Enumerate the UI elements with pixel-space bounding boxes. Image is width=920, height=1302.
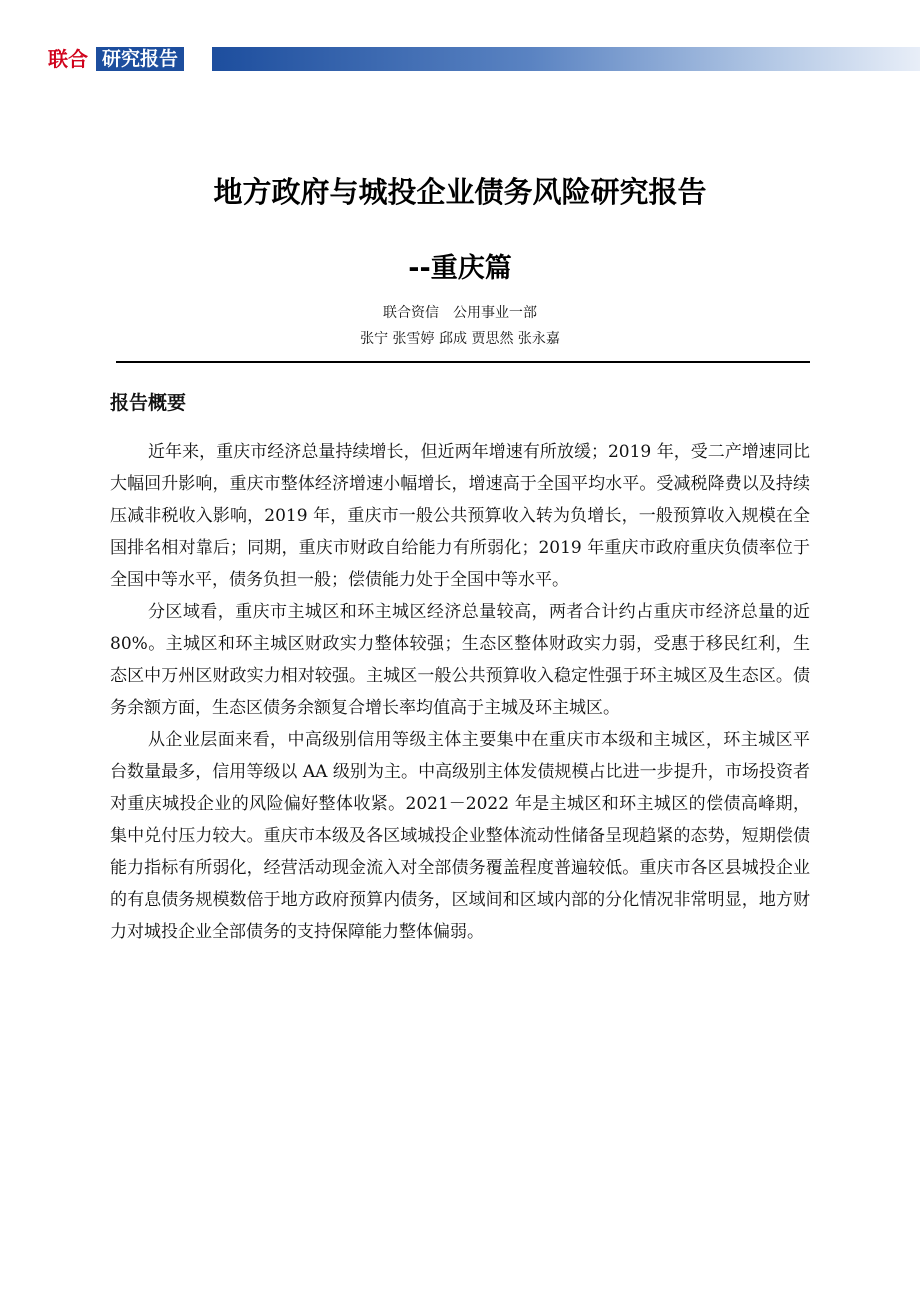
brand-research-report-label: 研究报告 bbox=[96, 47, 184, 71]
brand-name-red: 联合 bbox=[48, 47, 88, 71]
report-header-band bbox=[0, 44, 920, 74]
report-subtitle: --重庆篇 bbox=[408, 253, 512, 284]
summary-paragraph-1: 近年来，重庆市经济总量持续增长，但近两年增速有所放缓；2019 年，受二产增速同比大幅回升影响，重庆市整体经济增速小幅增长，增速高于全国平均水平。受减税降费以及持续压减非税收入影响，2019 年，重庆市一般公共预算收入转为负增长，一般预算收入规模在全国排名相对靠后；同期，重庆市财政自给能力有所弱化；2019 年重庆市政府重庆负债率位于全国中等水平，债务负担一般；偿债能力处于全国中等水平。 bbox=[110, 442, 810, 590]
summary-paragraph-2: 分区域看，重庆市主城区和环主城区经济总量较高，两者合计约占重庆市经济总量的近 80%。主城区和环主城区财政实力整体较强；生态区整体财政实力弱，受惠于移民红利，生态区中万州区财政实力相对较强。主城区一般公共预算收入稳定性强于环主城区及生态区。债务余额方面，生态区债务余额复合增长率均值高于主城及环主城区。 bbox=[110, 602, 810, 718]
title-divider bbox=[116, 361, 810, 363]
organization-line: 联合资信 公用事业一部 bbox=[383, 305, 537, 321]
section-heading-summary: 报告概要 bbox=[110, 392, 187, 414]
report-title: 地方政府与城投企业债务风险研究报告 bbox=[213, 175, 707, 209]
authors-line: 张宁 张雪婷 邱成 贾思然 张永嘉 bbox=[360, 331, 560, 347]
summary-paragraph-3: 从企业层面来看，中高级别信用等级主体主要集中在重庆市本级和主城区，环主城区平台数量最多，信用等级以 AA 级别为主。中高级别主体发债规模占比进一步提升，市场投资者对重庆城投企业的风险偏好整体收紧。2021－2022 年是主城区和环主城区的偿债高峰期，集中兑付压力较大。重庆市本级及各区域城投企业整体流动性储备呈现趋紧的态势，短期偿债能力指标有所弱化，经营活动现金流入对全部债务覆盖程度普遍较低。重庆市各区县城投企业的有息债务规模数倍于地方政府预算内债务，区域间和区域内部的分化情况非常明显，地方财力对城投企业全部债务的支持保障能力整体偏弱。 bbox=[110, 730, 810, 942]
summary-body bbox=[110, 436, 810, 948]
header-gradient-bar bbox=[212, 47, 920, 71]
